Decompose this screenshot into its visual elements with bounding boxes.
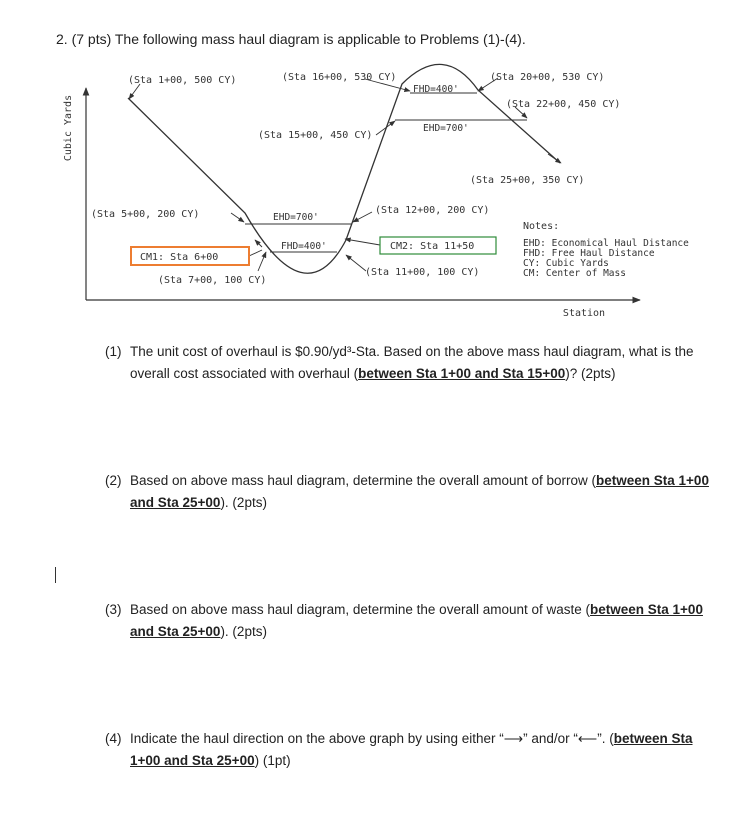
label-sta-7: (Sta 7+00, 100 CY): [158, 275, 267, 286]
question-2-range: between Sta 1+00 and Sta 25+00: [130, 473, 709, 510]
leader-cm2: [345, 239, 380, 245]
label-cm2: CM2: Sta 11+50: [390, 241, 475, 252]
problem-title: 2. (7 pts) The following mass haul diagram is applicable to Problems (1)-(4).: [56, 31, 526, 47]
mass-haul-diagram: [0, 0, 748, 330]
question-4-number: (4): [105, 731, 122, 746]
question-3-points: ). (2pts): [220, 624, 267, 639]
label-fhd-top: FHD=400': [413, 84, 459, 95]
label-cm1: CM1: Sta 6+00: [140, 252, 219, 263]
label-fhd-bottom: FHD=400': [281, 241, 327, 252]
question-3: [105, 599, 715, 643]
leader-sta15: [376, 121, 395, 135]
question-4-range: between Sta 1+00 and Sta 25+00: [130, 731, 693, 768]
leader-sta5: [231, 213, 244, 222]
x-axis-label: Station: [562, 308, 606, 319]
question-2-points: ). (2pts): [220, 495, 267, 510]
question-3-range: between Sta 1+00 and Sta 25+00: [130, 602, 703, 639]
mass-curve: [128, 64, 560, 273]
question-4-text: Indicate the haul direction on the above graph by using either “⟶” and/or “⟵”. (: [130, 731, 614, 746]
question-1: [105, 341, 715, 385]
label-sta-5: (Sta 5+00, 200 CY): [91, 209, 200, 220]
note-ehd: EHD: Economical Haul Distance: [523, 238, 689, 249]
label-sta-12: (Sta 12+00, 200 CY): [375, 205, 490, 216]
leader-cm1: [249, 250, 262, 256]
label-ehd-top: EHD=700': [423, 123, 469, 134]
text-cursor: [55, 567, 56, 583]
y-axis-label: Cubic Yards: [63, 94, 74, 162]
question-1-points: )? (2pts): [565, 366, 616, 381]
question-3-number: (3): [105, 602, 122, 617]
leader-sta1: [129, 84, 140, 99]
question-1-number: (1): [105, 344, 122, 359]
leader-sta11: [346, 255, 366, 271]
label-sta-22: (Sta 22+00, 450 CY): [506, 99, 621, 110]
label-ehd-bottom: EHD=700': [273, 212, 319, 223]
question-2-number: (2): [105, 473, 122, 488]
label-sta-25: (Sta 25+00, 350 CY): [470, 175, 585, 186]
question-1-text: The unit cost of overhaul is $0.90/yd³-Sta. Based on the above mass haul diagram, what is the overall cost associated with overhaul (: [130, 344, 694, 381]
question-2-text: Based on above mass haul diagram, determine the overall amount of borrow (: [130, 473, 597, 488]
notes-heading: Notes:: [523, 221, 560, 232]
note-cy: CY: Cubic Yards: [523, 258, 609, 269]
question-4-points: ) (1pt): [254, 753, 291, 768]
question-4: [105, 728, 715, 772]
label-sta-1: (Sta 1+00, 500 CY): [128, 75, 237, 86]
leader-fhd-bottom: [255, 240, 262, 247]
question-2: [105, 470, 715, 514]
note-fhd: FHD: Free Haul Distance: [523, 248, 655, 259]
leader-sta7: [258, 252, 266, 271]
question-3-text: Based on above mass haul diagram, determine the overall amount of waste (: [130, 602, 591, 617]
label-sta-11: (Sta 11+00, 100 CY): [365, 267, 480, 278]
label-sta-15: (Sta 15+00, 450 CY): [258, 130, 373, 141]
label-sta-16: (Sta 16+00, 530 CY): [282, 72, 397, 83]
question-1-range: between Sta 1+00 and Sta 15+00: [358, 366, 566, 381]
label-sta-20: (Sta 20+00, 530 CY): [490, 72, 605, 83]
note-cm: CM: Center of Mass: [523, 268, 626, 279]
leader-sta25: [548, 154, 561, 163]
